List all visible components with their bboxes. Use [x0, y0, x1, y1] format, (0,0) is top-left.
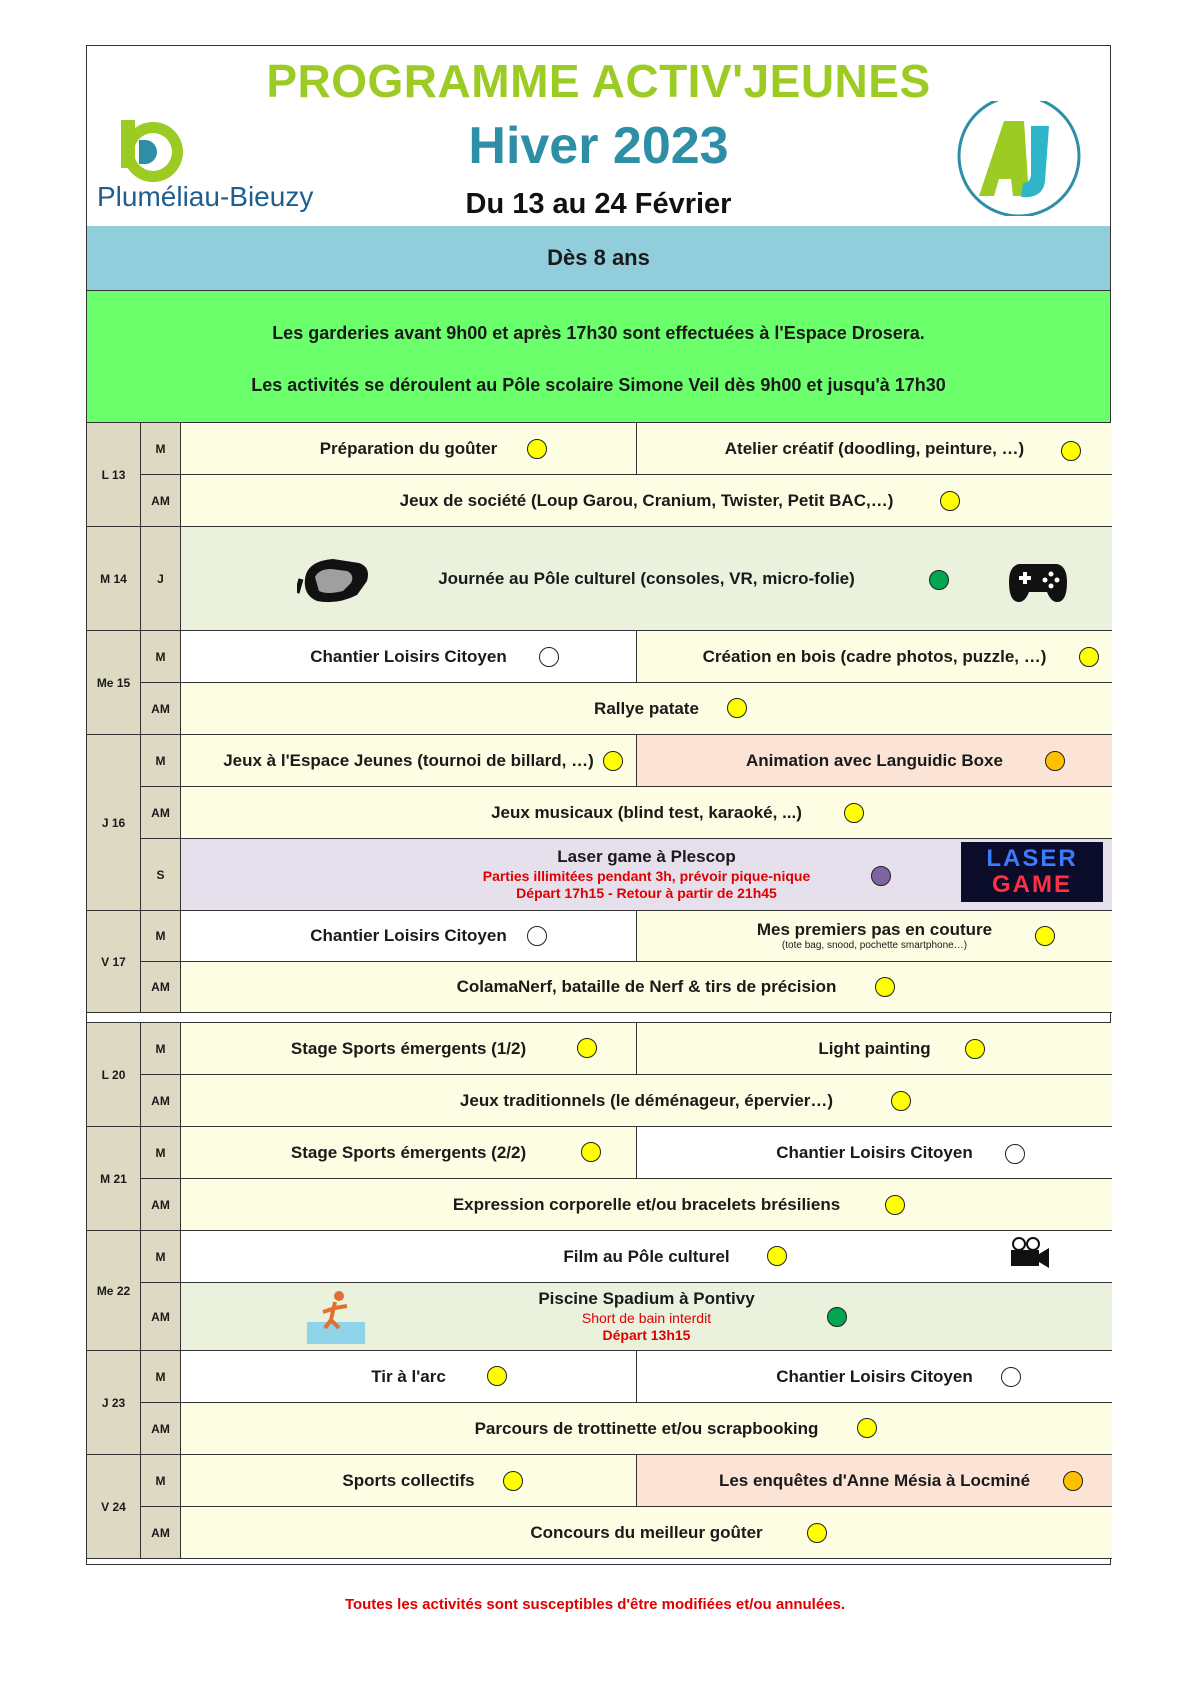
- yellow-dot-icon: [875, 977, 895, 997]
- info-line-2: Les activités se déroulent au Pôle scolaire Simone Veil dès 9h00 et jusqu'à 17h30: [251, 375, 946, 395]
- age-band: Dès 8 ans: [87, 226, 1110, 291]
- green-dot-icon: [929, 570, 949, 590]
- day-label: Me 22: [87, 1231, 141, 1351]
- activity-label: Light painting: [818, 1038, 931, 1058]
- activity-label: Concours du meilleur goûter: [530, 1522, 763, 1542]
- slot-label: AM: [141, 683, 181, 735]
- slot-label: M: [141, 1455, 181, 1507]
- yellow-dot-icon: [527, 439, 547, 459]
- slot-label: AM: [141, 1403, 181, 1455]
- activity-label: Sports collectifs: [342, 1470, 475, 1490]
- date-range: Du 13 au 24 Février: [465, 188, 732, 220]
- yellow-dot-icon: [603, 751, 623, 771]
- slot-label: M: [141, 631, 181, 683]
- activity-label: Expression corporelle et/ou bracelets brésiliens: [452, 1194, 841, 1214]
- activity-label: Parcours de trottinette et/ou scrapbooking: [474, 1418, 819, 1438]
- laser-logo-text: LASER: [986, 845, 1078, 872]
- slot-label: AM: [141, 1507, 181, 1559]
- activity-label: Animation avec Languidic Boxe: [746, 750, 1003, 770]
- activity-cell: [181, 1075, 1112, 1127]
- purple-dot-icon: [871, 866, 891, 886]
- day-label: V 24: [87, 1455, 141, 1559]
- activity-cell: [181, 911, 637, 962]
- plumeliau-bieuzy-logo: [95, 118, 365, 228]
- day-label: M 21: [87, 1127, 141, 1231]
- slot-label: M: [141, 423, 181, 475]
- activity-label: Jeux à l'Espace Jeunes (tournoi de billard, …): [223, 750, 594, 770]
- yellow-dot-icon: [727, 698, 747, 718]
- activity-label: Tir à l'arc: [371, 1366, 446, 1386]
- activity-label: Jeux traditionnels (le déménageur, épervier…): [459, 1090, 834, 1110]
- slot-label: M: [141, 911, 181, 962]
- header: [87, 46, 1110, 227]
- activity-label: ColamaNerf, bataille de Nerf & tirs de précision: [456, 977, 837, 996]
- yellow-dot-icon: [885, 1195, 905, 1215]
- season-title: Hiver 2023: [468, 117, 729, 175]
- info-band: [87, 291, 1110, 423]
- activity-label: Chantier Loisirs Citoyen: [776, 1366, 973, 1386]
- disclaimer-footer: Toutes les activités sont susceptibles d'être modifiées et/ou annulées.: [344, 1596, 846, 1613]
- activity-label: Chantier Loisirs Citoyen: [310, 926, 507, 945]
- slot-label: J: [141, 527, 181, 631]
- activity-note: Départ 17h15 - Retour à partir de 21h45: [516, 885, 777, 902]
- yellow-dot-icon: [1061, 441, 1081, 461]
- activity-label: Chantier Loisirs Citoyen: [310, 646, 507, 666]
- vr-headset-icon: [297, 549, 377, 611]
- activity-cell: [637, 1023, 1112, 1075]
- white-dot-icon: [1001, 1367, 1021, 1387]
- day-label: L 20: [87, 1023, 141, 1127]
- day-label: V 17: [87, 911, 141, 1013]
- activity-title: Piscine Spadium à Pontivy: [538, 1289, 755, 1309]
- programme-title: PROGRAMME ACTIV'JEUNES: [266, 55, 931, 107]
- info-line-1: Les garderies avant 9h00 et après 17h30 sont effectuées à l'Espace Drosera.: [272, 323, 925, 343]
- activity-cell: [181, 1231, 1112, 1283]
- activity-note: Départ 13h15: [602, 1327, 691, 1344]
- activity-label: Les enquêtes d'Anne Mésia à Locminé: [718, 1470, 1031, 1490]
- activity-subtext: (tote bag, snood, pochette smartphone…): [781, 940, 968, 952]
- slot-label: M: [141, 1231, 181, 1283]
- day-label: J 16: [87, 735, 141, 911]
- activity-cell: [637, 1127, 1112, 1179]
- activity-cell: [181, 1127, 637, 1179]
- slot-label: AM: [141, 787, 181, 839]
- activity-label: Mes premiers pas en couture: [756, 920, 993, 940]
- activity-label: Film au Pôle culturel: [563, 1246, 730, 1266]
- slot-label: AM: [141, 475, 181, 527]
- laser-game-logo: [961, 842, 1103, 902]
- activity-cell: [181, 631, 637, 683]
- yellow-dot-icon: [581, 1142, 601, 1162]
- activity-title: Laser game à Plescop: [557, 847, 736, 867]
- activity-cell: [181, 1023, 637, 1075]
- slot-label: AM: [141, 1075, 181, 1127]
- yellow-dot-icon: [767, 1246, 787, 1266]
- yellow-dot-icon: [857, 1418, 877, 1438]
- activity-cell: [181, 683, 1112, 735]
- orange-dot-icon: [1045, 751, 1065, 771]
- activity-cell: [181, 475, 1112, 527]
- slot-label: AM: [141, 1283, 181, 1351]
- activity-note: Short de bain interdit: [581, 1309, 712, 1326]
- logo-left-text: Pluméliau-Bieuzy: [97, 181, 314, 212]
- day-label: J 23: [87, 1351, 141, 1455]
- yellow-dot-icon: [891, 1091, 911, 1111]
- activity-label: Stage Sports émergents (1/2): [290, 1038, 527, 1058]
- day-label: Me 15: [87, 631, 141, 735]
- slot-label: AM: [141, 1179, 181, 1231]
- pb-logo-icon: [121, 120, 183, 182]
- activity-label: Préparation du goûter: [319, 438, 498, 458]
- activity-cell: [181, 787, 1112, 839]
- slot-label: AM: [141, 962, 181, 1013]
- slot-label: M: [141, 735, 181, 787]
- activity-cell: [181, 735, 637, 787]
- activity-cell: [181, 962, 1112, 1013]
- activity-cell: [181, 1403, 1112, 1455]
- activity-cell: [181, 423, 637, 475]
- yellow-dot-icon: [1035, 926, 1055, 946]
- week-separator: [87, 1013, 1110, 1023]
- white-dot-icon: [1005, 1144, 1025, 1164]
- white-dot-icon: [527, 926, 547, 946]
- white-dot-icon: [539, 647, 559, 667]
- film-camera-icon: [1007, 1236, 1051, 1274]
- yellow-dot-icon: [965, 1039, 985, 1059]
- day-label: M 14: [87, 527, 141, 631]
- activity-label: Création en bois (cadre photos, puzzle, …): [702, 646, 1047, 666]
- programme-frame: [86, 45, 1111, 1565]
- yellow-dot-icon: [940, 491, 960, 511]
- activity-label: Jeux musicaux (blind test, karaoké, ...): [491, 802, 802, 822]
- yellow-dot-icon: [1079, 647, 1099, 667]
- slot-label: S: [141, 839, 181, 911]
- activity-note: Parties illimitées pendant 3h, prévoir pique-nique: [482, 867, 811, 884]
- laser-logo-text: GAME: [992, 871, 1072, 898]
- activity-cell: [181, 1455, 637, 1507]
- orange-dot-icon: [1063, 1471, 1083, 1491]
- gamepad-icon: [1007, 556, 1069, 606]
- yellow-dot-icon: [577, 1038, 597, 1058]
- activ-jeunes-logo: [949, 101, 1089, 216]
- green-dot-icon: [827, 1307, 847, 1327]
- slot-label: M: [141, 1127, 181, 1179]
- day-label: L 13: [87, 423, 141, 527]
- activity-cell: [637, 423, 1112, 475]
- yellow-dot-icon: [844, 803, 864, 823]
- activity-cell: [181, 1179, 1112, 1231]
- yellow-dot-icon: [487, 1366, 507, 1386]
- activity-cell: [637, 735, 1112, 787]
- activity-label: Journée au Pôle culturel (consoles, VR, micro-folie): [438, 568, 855, 588]
- activity-label: Jeux de société (Loup Garou, Cranium, Twister, Petit BAC,…): [399, 490, 894, 510]
- activity-cell: [637, 1351, 1112, 1403]
- activity-label: Chantier Loisirs Citoyen: [776, 1142, 973, 1162]
- activity-cell: [637, 631, 1112, 683]
- activity-label: Stage Sports émergents (2/2): [290, 1142, 527, 1162]
- activity-cell: [181, 1351, 637, 1403]
- activity-label: Rallye patate: [594, 698, 699, 718]
- yellow-dot-icon: [807, 1523, 827, 1543]
- activity-cell: [637, 1455, 1112, 1507]
- slot-label: M: [141, 1351, 181, 1403]
- slot-label: M: [141, 1023, 181, 1075]
- activity-label: Atelier créatif (doodling, peinture, …): [724, 438, 1025, 458]
- yellow-dot-icon: [503, 1471, 523, 1491]
- swimmer-icon: [305, 1288, 367, 1346]
- activity-cell: [181, 1507, 1112, 1559]
